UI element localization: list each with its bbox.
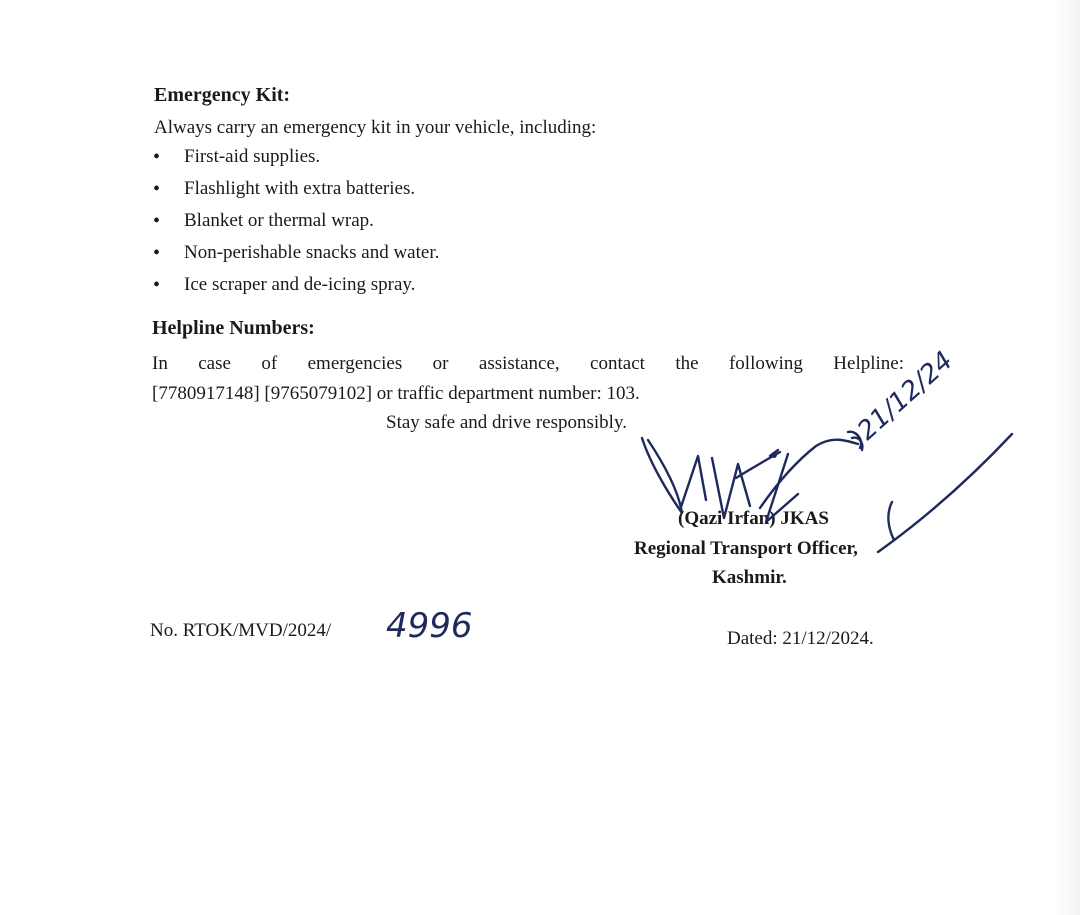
- signature-mark: [620, 418, 1020, 588]
- list-item: • Non-perishable snacks and water.: [150, 237, 439, 269]
- signatory-designation: Regional Transport Officer,: [634, 538, 858, 559]
- emergency-kit-heading: Emergency Kit:: [154, 84, 291, 106]
- closing-remark: Stay safe and drive responsibly.: [386, 412, 627, 433]
- emergency-kit-intro: Always carry an emergency kit in your vehicle, including:: [154, 117, 597, 138]
- dated-label: Dated: 21/12/2024.: [727, 628, 874, 649]
- helpline-text-line2: [7780917148] [9765079102] or traffic department number: 103.: [152, 383, 640, 404]
- page-edge-shadow: [1052, 0, 1080, 915]
- list-item: • Blanket or thermal wrap.: [150, 205, 439, 237]
- signatory-name: (Qazi Irfan) JKAS: [678, 508, 829, 529]
- list-item: • First-aid supplies.: [150, 141, 439, 173]
- helpline-text-line1: In case of emergencies or assistance, contact the following Helpline:: [152, 353, 904, 374]
- helpline-heading: Helpline Numbers:: [152, 317, 315, 339]
- signatory-location: Kashmir.: [712, 567, 787, 588]
- emergency-kit-list: [150, 141, 439, 301]
- list-item: • Ice scraper and de-icing spray.: [150, 269, 439, 301]
- list-item: • Flashlight with extra batteries.: [150, 173, 439, 205]
- reference-number-prefix: No. RTOK/MVD/2024/: [150, 620, 332, 641]
- signature-date: 21/12/24: [852, 345, 959, 447]
- reference-number-handwritten: 4996: [386, 606, 473, 646]
- signature-dot: [771, 452, 777, 458]
